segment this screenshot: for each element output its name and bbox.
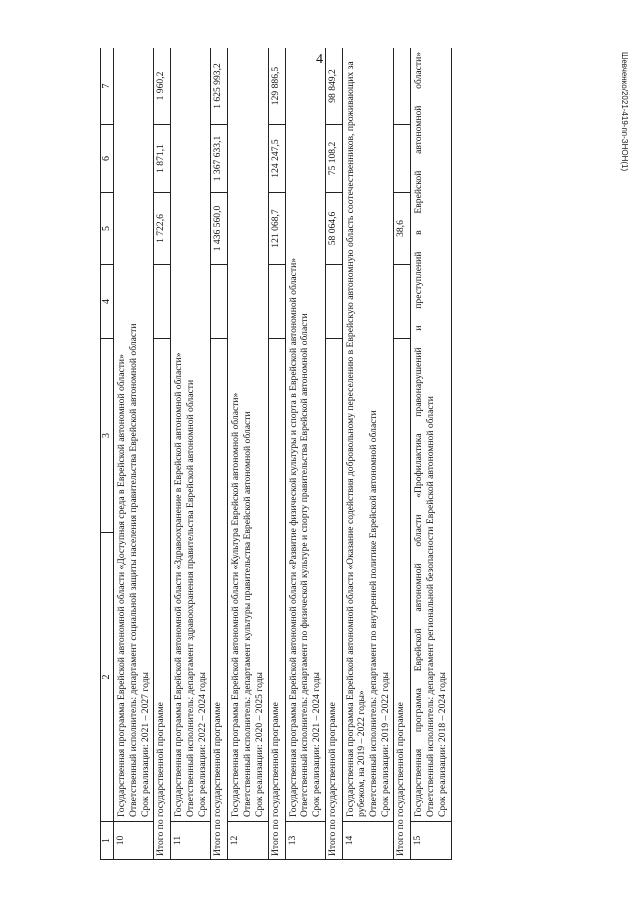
table-row: [228, 48, 268, 860]
row-number: 10: [114, 822, 154, 860]
total-label: Итого по государственной программе: [154, 339, 171, 860]
program-period: Срок реализации: 2022 – 2024 годы: [196, 672, 208, 817]
col-header-3: 3: [101, 339, 114, 533]
value-col6: 75 108,2: [325, 125, 342, 193]
col-header-4: 4: [101, 265, 114, 339]
program-title: Государственная программа Еврейской автономной области «Развитие физической культуры и спорта в Еврейской автономной области»: [287, 257, 299, 817]
program-description: [285, 48, 325, 822]
program-period: Срок реализации: 2021 – 2024 годы: [310, 672, 322, 817]
program-title: Государственная программа Еврейской автономной области «Культура Еврейской автономной области»: [230, 392, 242, 817]
program-title: Государственная программа Еврейской автономной области «Доступная среда в Еврейской автономной области»: [116, 354, 128, 817]
rotated-table-area: [100, 48, 530, 860]
value-col6: 1 871,1: [154, 125, 171, 193]
program-executor: Ответственный исполнитель: департамент региональной безопасности Еврейской автономной области: [425, 396, 437, 817]
col-header-2: 2: [101, 533, 114, 822]
program-title: Государственная программа Еврейской автономной области «Здравоохранение в Еврейской автономной области»: [173, 352, 185, 817]
value-col7: 98 849,2: [325, 48, 342, 125]
program-description: [114, 48, 154, 822]
program-executor: Ответственный исполнитель: департамент по физической культуре и спорту правительства Еврейской автономной области: [299, 313, 311, 817]
value-col4: [268, 265, 285, 339]
value-col5: 121 068,7: [268, 193, 285, 265]
document-code: Шевченко/2021-419-пп-ЗНОН(1): [620, 52, 629, 172]
program-description: [171, 48, 211, 822]
table-row-total: [394, 48, 411, 860]
col-header-7: 7: [101, 48, 114, 125]
program-period: Срок реализации: 2020 – 2025 годы: [253, 672, 265, 817]
program-executor: Ответственный исполнитель: департамент социальной защиты населения правительства Еврейской автономной области: [127, 323, 139, 817]
value-col7: 1 960,2: [154, 48, 171, 125]
table-row: [411, 48, 451, 860]
programs-table: [100, 48, 452, 860]
page-number: 4: [316, 52, 323, 67]
total-label: Итого по государственной программе: [325, 339, 342, 860]
value-col4: [325, 265, 342, 339]
row-number: 13: [285, 822, 325, 860]
table-row-total: [154, 48, 171, 860]
table-row: [342, 48, 394, 860]
col-header-1: 1: [101, 822, 114, 860]
value-col4: [394, 265, 411, 339]
value-col5: 1 436 560,0: [211, 193, 228, 265]
col-header-6: 6: [101, 125, 114, 193]
value-col5: 58 064,6: [325, 193, 342, 265]
program-period: Срок реализации: 2018 – 2024 годы: [436, 672, 448, 817]
program-period: Срок реализации: 2019 – 2022 годы: [379, 672, 391, 817]
program-period: Срок реализации: 2021 – 2027 годы: [139, 672, 151, 817]
program-executor: Ответственный исполнитель: департамент здравоохранения правительства Еврейской автономной области: [185, 379, 196, 817]
value-col6: 1 367 633,1: [211, 125, 228, 193]
total-label: Итого по государственной программе: [394, 339, 411, 860]
value-col6: [394, 125, 411, 193]
value-col5: 1 722,6: [154, 193, 171, 265]
table-row: [285, 48, 325, 860]
table-header-row: [101, 48, 114, 860]
value-col7: 129 886,5: [268, 48, 285, 125]
rotated-page-content: [100, 48, 530, 860]
value-col4: [154, 265, 171, 339]
total-label: Итого по государственной программе: [211, 339, 228, 860]
program-description: [228, 48, 268, 822]
program-description: [411, 48, 451, 822]
row-number: 14: [342, 822, 394, 860]
row-number: 11: [171, 822, 211, 860]
program-title: Государственная программа Еврейской автономной области «Профилактика правонарушений и преступлений в Еврейской автономной области»: [413, 52, 425, 817]
col-header-5: 5: [101, 193, 114, 265]
value-col4: [211, 265, 228, 339]
total-label: Итого по государственной программе: [268, 339, 285, 860]
table-row: [114, 48, 154, 860]
program-executor: Ответственный исполнитель: департамент культуры правительства Еврейской автономной области: [242, 411, 254, 817]
table-row-total: [211, 48, 228, 860]
program-executor: Ответственный исполнитель: департамент по внутренней политике Еврейской автономной области: [368, 410, 380, 817]
row-number: 15: [411, 822, 451, 860]
program-description: [342, 48, 394, 822]
table-row-total: [325, 48, 342, 860]
program-title: Государственная программа Еврейской автономной области «Оказание содействия добровольному переселению в Еврейскую автономную область соотечественников, проживающих за рубежом, на 2019 – 2022 годы»: [344, 61, 368, 817]
value-col7: 1 625 993,2: [211, 48, 228, 125]
value-col7: [394, 48, 411, 125]
value-col6: 124 247,5: [268, 125, 285, 193]
row-number: 12: [228, 822, 268, 860]
value-col5: 38,6: [394, 193, 411, 265]
table-row-total: [268, 48, 285, 860]
table-row: [171, 48, 211, 860]
